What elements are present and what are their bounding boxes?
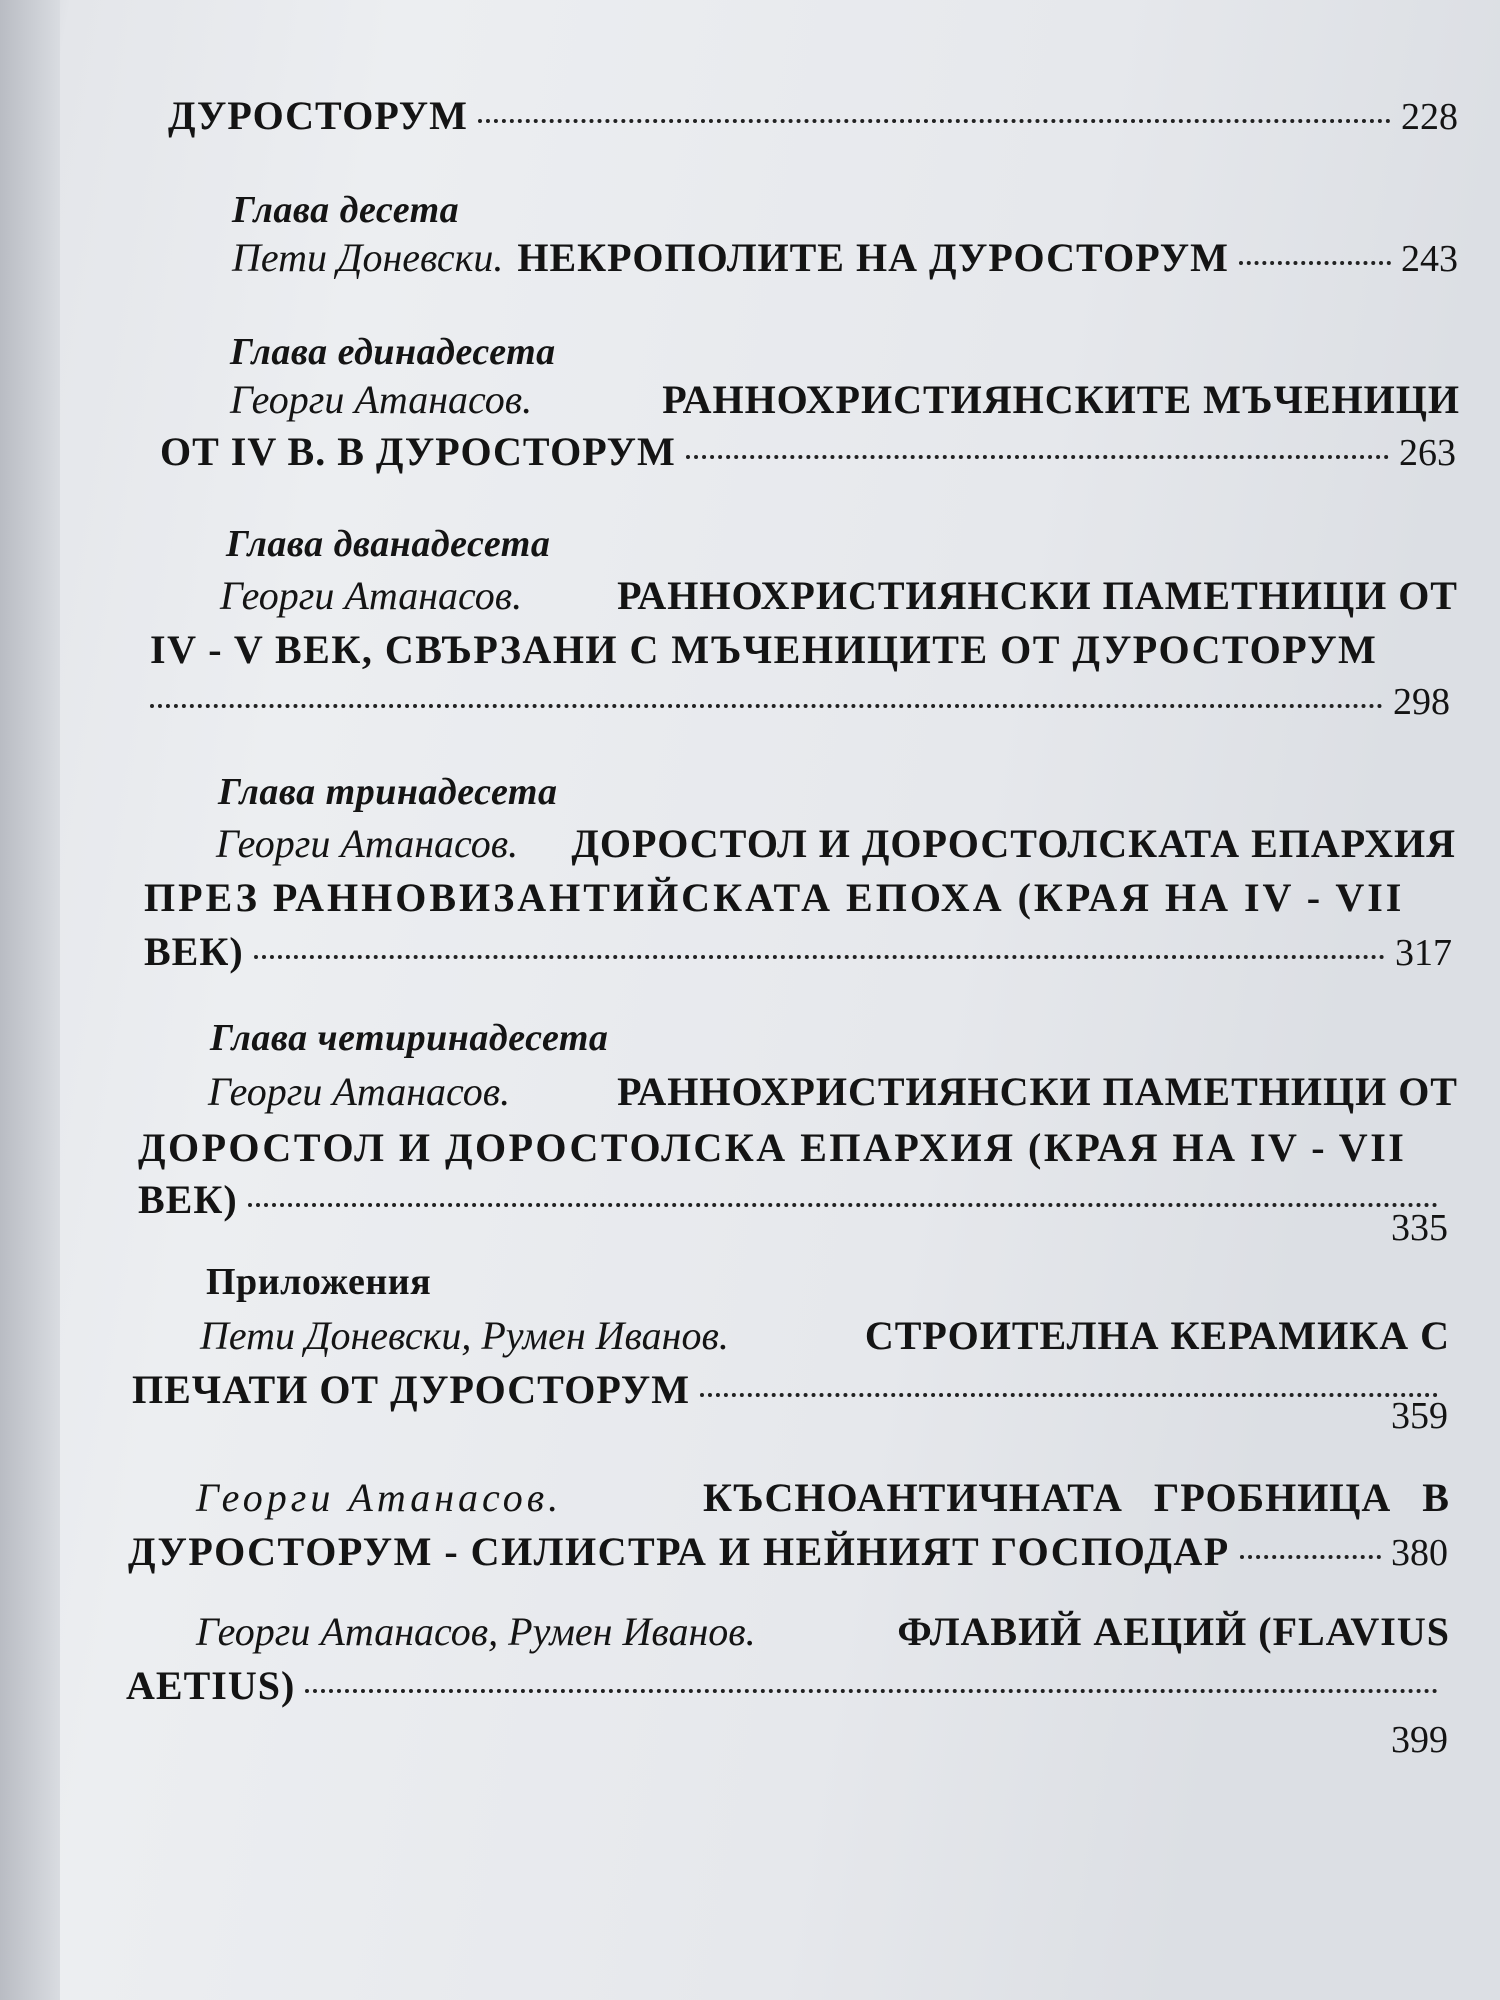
toc-entry-app2-line2[interactable] [128, 1524, 1448, 1581]
page-number: 317 [1395, 932, 1452, 974]
entry-author: Пети Доневски, Румен Иванов. [200, 1313, 729, 1358]
chapter-label: Глава дванадесета [226, 523, 551, 565]
page-number: 399 [1391, 1719, 1448, 1761]
chapter-label-11 [230, 330, 556, 374]
page-number: 298 [1393, 681, 1450, 723]
entry-title-line2: ПРЕЗ РАННОВИЗАНТИЙСКАТА ЕПОХА (КРАЯ НА IV - VII [144, 875, 1405, 920]
entry-title-line2: AETIUS) [126, 1663, 296, 1708]
toc-entry-app2-line1[interactable] [196, 1470, 1450, 1526]
entry-title-line2: IV - V ВЕК, СВЪРЗАНИ С МЪЧЕНИЦИТЕ ОТ ДУРОСТОРУМ [150, 627, 1378, 672]
entry-author: Георги Атанасов. [220, 573, 523, 618]
dot-leader [478, 119, 1391, 123]
page-number: 335 [1391, 1207, 1448, 1249]
toc-entry-ch14-line2[interactable] [138, 1120, 1456, 1176]
entry-title-line1: СТРОИТЕЛНА КЕРАМИКА С [864, 1313, 1450, 1358]
entry-title: ДУРОСТОРУМ [168, 93, 468, 138]
chapter-label-13 [218, 770, 557, 814]
entry-title-line3: ВЕК) [144, 929, 244, 974]
entry-author: Георги Атанасов. [208, 1069, 511, 1114]
toc-entry-ch12-line2[interactable] [150, 622, 1460, 678]
toc-entry-ch13-line3[interactable] [144, 924, 1452, 981]
page-number: 243 [1401, 238, 1458, 280]
dot-leader [686, 455, 1389, 459]
chapter-label-12 [226, 522, 550, 566]
appendix-label [206, 1260, 431, 1304]
toc-entry-app3-page[interactable] [126, 1712, 1448, 1768]
entry-title-line1: ФЛАВИЙ АЕЦИЙ (FLAVIUS [897, 1609, 1450, 1654]
chapter-label: Глава единадесета [230, 331, 556, 373]
dot-leader [1239, 261, 1391, 265]
chapter-label: Глава тринадесета [218, 771, 558, 813]
page-number: 263 [1399, 432, 1456, 474]
toc-entry-ch11-line2[interactable] [160, 424, 1456, 481]
entry-title-line1: РАННОХРИСТИЯНСКИТЕ МЪЧЕНИЦИ [662, 377, 1460, 422]
toc-entry-appendix-line1[interactable] [200, 1308, 1450, 1364]
chapter-label-10 [232, 188, 459, 232]
entry-author: Георги Атанасов. [230, 377, 533, 422]
entry-title-line1: РАННОХРИСТИЯНСКИ ПАМЕТНИЦИ ОТ [617, 1069, 1458, 1114]
dot-leader [150, 704, 1383, 708]
entry-author: Георги Атанасов, Румен Иванов. [196, 1609, 756, 1654]
entry-title-line1: ДОРОСТОЛ И ДОРОСТОЛСКАТА ЕПАРХИЯ [571, 821, 1456, 866]
toc-entry-ch12-line3[interactable] [150, 674, 1450, 730]
toc-entry-durostorum[interactable] [168, 88, 1458, 145]
entry-author: Георги Атанасов. [196, 1475, 563, 1520]
entry-title-line2: ПЕЧАТИ ОТ ДУРОСТОРУМ [132, 1367, 690, 1412]
entry-title-line1: КЪСНОАНТИЧНАТА ГРОБНИЦА В [702, 1475, 1450, 1520]
dot-leader [305, 1689, 1438, 1693]
page-number: 380 [1391, 1532, 1448, 1574]
entry-title-line2: ДОРОСТОЛ И ДОРОСТОЛСКА ЕПАРХИЯ (КРАЯ НА IV - VII [138, 1125, 1407, 1170]
page-number: 228 [1401, 96, 1458, 138]
entry-title-line2: ОТ IV В. В ДУРОСТОРУМ [160, 429, 676, 474]
toc-entry-app3-line2[interactable] [126, 1658, 1448, 1714]
toc-entry-app3-line1[interactable] [196, 1604, 1450, 1660]
toc-entry-ch13-line2[interactable] [144, 870, 1456, 926]
toc-entry-ch11-line1[interactable] [230, 372, 1460, 428]
entry-author: Пети Доневски. [232, 235, 504, 280]
toc-entry-ch12-line1[interactable] [220, 568, 1458, 624]
chapter-label: Глава четиринадесета [210, 1017, 609, 1059]
entry-title-line1: РАННОХРИСТИЯНСКИ ПАМЕТНИЦИ ОТ [617, 573, 1458, 618]
chapter-label: Глава десета [232, 189, 460, 231]
entry-title-line3: ВЕК) [138, 1177, 238, 1222]
toc-entry-ch14-page[interactable] [138, 1200, 1448, 1256]
toc-entry-ch10[interactable] [232, 230, 1458, 287]
toc-entry-ch13-line1[interactable] [216, 816, 1456, 872]
entry-title: НЕКРОПОЛИТЕ НА ДУРОСТОРУМ [517, 235, 1229, 280]
dot-leader [254, 955, 1385, 959]
chapter-label-14 [210, 1016, 608, 1060]
entry-author: Георги Атанасов. [216, 821, 519, 866]
dot-leader [1240, 1555, 1381, 1559]
entry-title-line2: ДУРОСТОРУМ - СИЛИСТРА И НЕЙНИЯТ ГОСПОДАР [128, 1529, 1230, 1574]
section-label: Приложения [206, 1261, 432, 1303]
toc-entry-ch14-line1[interactable] [208, 1064, 1458, 1120]
page-number: 359 [1391, 1395, 1448, 1437]
toc-entry-appendix-page[interactable] [132, 1388, 1448, 1444]
